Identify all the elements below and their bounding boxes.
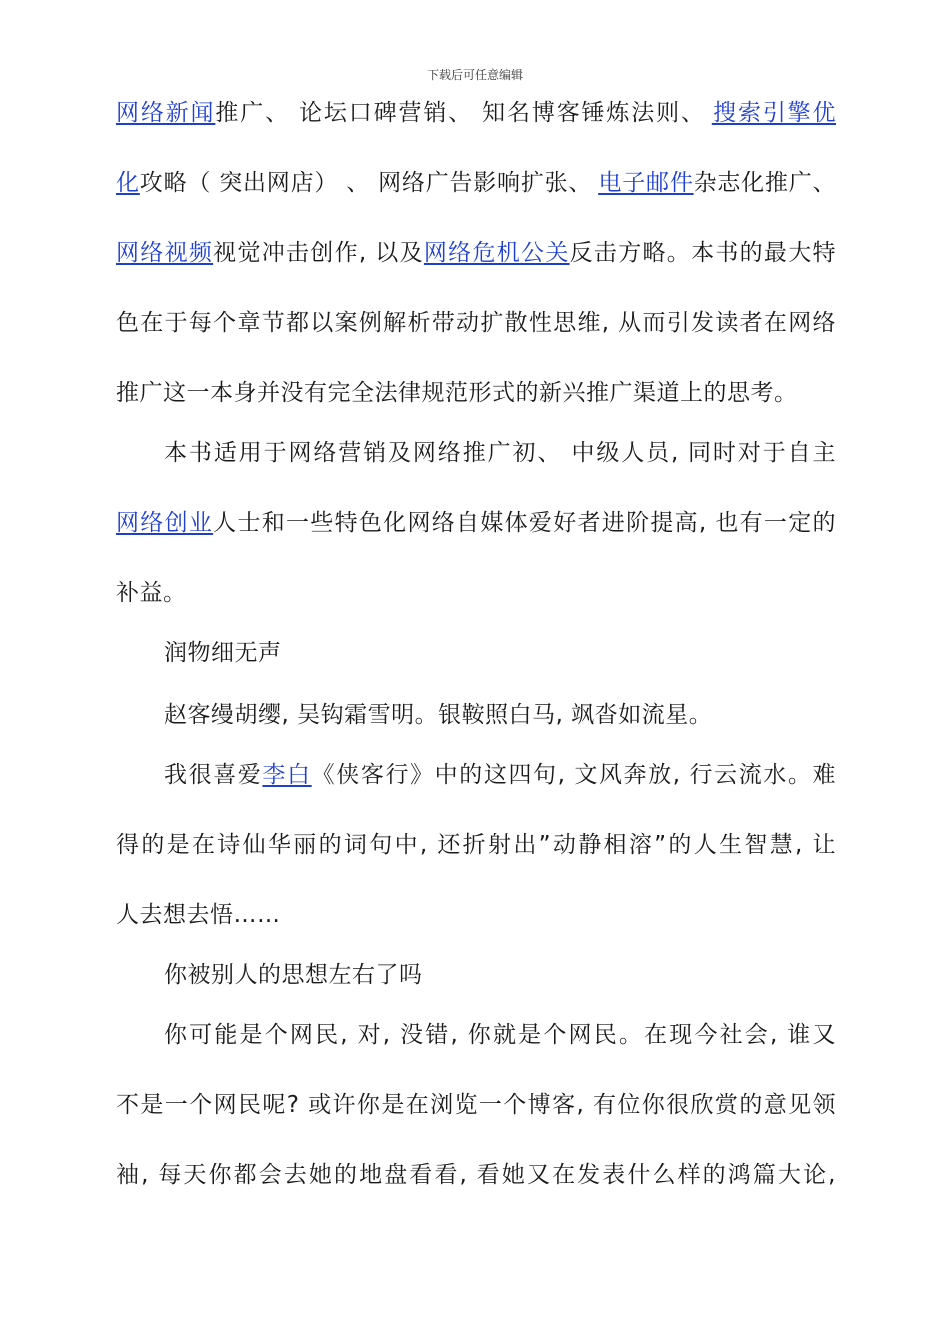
paragraph-line: 袖, 每天你都会去她的地盘看看, 看她又在发表什么样的鸿篇大论, bbox=[116, 1162, 836, 1188]
link-network-video[interactable]: 网络视频 bbox=[116, 240, 214, 266]
paragraph-line bbox=[116, 168, 836, 198]
section-title: 润物细无声 bbox=[164, 640, 282, 666]
text-span: 杂志化推广、 bbox=[693, 170, 837, 196]
paragraph-line: 色在于每个章节都以案例解析带动扩散性思维, 从而引发读者在网络 bbox=[116, 310, 836, 336]
paragraph-line bbox=[116, 98, 836, 128]
link-network-news[interactable]: 网络新闻 bbox=[116, 100, 216, 126]
paragraph-line: 得的是在诗仙华丽的词句中, 还折射出”动静相溶”的人生智慧, 让 bbox=[116, 832, 836, 858]
text-span: 我很喜爱 bbox=[164, 762, 263, 788]
text-span: 反击方略。本书的最大特 bbox=[569, 240, 837, 266]
text-span: 攻略（ 突出网店） 、 网络广告影响扩张、 bbox=[139, 170, 593, 196]
paragraph-line: 补益。 bbox=[116, 580, 187, 606]
text-span: 推广、 论坛口碑营销、 知名博客锤炼法则、 bbox=[215, 100, 706, 126]
paragraph-line bbox=[116, 508, 836, 538]
paragraph-line bbox=[164, 760, 836, 790]
link-seo-continued[interactable]: 化 bbox=[116, 170, 140, 196]
section-title: 你被别人的思想左右了吗 bbox=[164, 962, 423, 988]
text-span: 人士和一些特色化网络自媒体爱好者进阶提高, 也有一定的 bbox=[213, 510, 836, 536]
link-email[interactable]: 电子邮件 bbox=[598, 170, 694, 196]
paragraph-line: 推广这一本身并没有完全法律规范形式的新兴推广渠道上的思考。 bbox=[116, 380, 798, 406]
paragraph-line: 你可能是个网民, 对, 没错, 你就是个网民。在现今社会, 谁又 bbox=[164, 1022, 836, 1048]
text-span: 《侠客行》中的这四句, 文风奔放, 行云流水。难 bbox=[311, 762, 837, 788]
paragraph-line: 赵客缦胡缨, 吴钩霜雪明。银鞍照白马, 飒沓如流星。 bbox=[164, 702, 713, 728]
link-seo[interactable]: 搜索引擎优 bbox=[711, 100, 837, 126]
paragraph-line: 不是一个网民呢? 或许你是在浏览一个博客, 有位你很欣赏的意见领 bbox=[116, 1092, 836, 1118]
page-header: 下载后可任意编辑 bbox=[426, 68, 523, 82]
paragraph-line bbox=[116, 238, 836, 268]
link-li-bai[interactable]: 李白 bbox=[262, 762, 312, 788]
paragraph-line: 本书适用于网络营销及网络推广初、 中级人员, 同时对于自主 bbox=[164, 440, 836, 466]
link-network-startup[interactable]: 网络创业 bbox=[116, 510, 214, 536]
text-span: 视觉冲击创作, 以及 bbox=[213, 240, 424, 266]
paragraph-line: 人去想去悟…… bbox=[116, 902, 281, 928]
link-crisis-pr[interactable]: 网络危机公关 bbox=[423, 240, 570, 266]
